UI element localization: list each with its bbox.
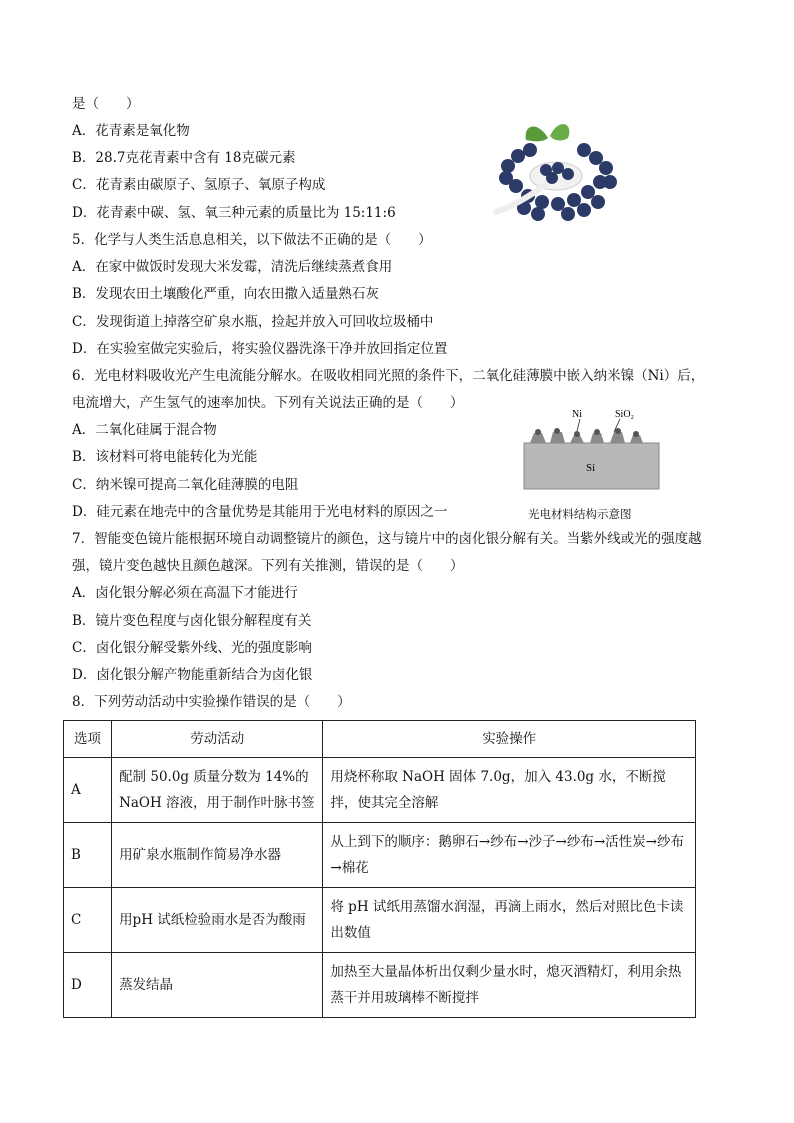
- row-activity: 蒸发结晶: [112, 953, 323, 1018]
- blueberry: [551, 197, 565, 211]
- ni-label: Ni: [572, 409, 582, 420]
- blueberry: [511, 149, 525, 163]
- row-option: B: [64, 823, 112, 888]
- blueberry: [589, 151, 603, 165]
- q7-stem-line1: 7．智能变色镜片能根据环境自动调整镜片的颜色，这与镜片中的卤化银分解有关。当紫外线或光的强度越: [72, 531, 702, 547]
- leaf-icon: [526, 127, 548, 142]
- row-activity: 配制 50.0g 质量分数为 14%的 NaOH 溶液，用于制作叶脉书签: [112, 758, 323, 823]
- blueberry: [599, 161, 613, 175]
- table-row: [64, 758, 696, 823]
- blueberry: [567, 193, 581, 207]
- ni-particles: [535, 428, 639, 437]
- blueberry: [562, 168, 574, 180]
- table-row: [64, 888, 696, 953]
- q7-option-a: A．卤化银分解必须在高温下才能进行: [72, 585, 298, 601]
- q6-option-c: C．纳米镍可提高二氧化硅薄膜的电阻: [72, 477, 299, 493]
- q6-option-b: B．该材料可将电能转化为光能: [72, 449, 258, 465]
- figure-caption: 光电材料结构示意图: [528, 507, 632, 521]
- row-activity: 用pH 试纸检验雨水是否为酸雨: [112, 888, 323, 953]
- q6-option-a: A．二氧化硅属于混合物: [72, 422, 217, 438]
- q5-option-c: C．发现街道上掉落空矿泉水瓶，捡起并放入可回收垃圾桶中: [72, 314, 434, 330]
- blueberry: [591, 195, 605, 209]
- leaf-icon-2: [550, 124, 569, 140]
- q5-stem: 5．化学与人类生活息息相关，以下做法不正确的是（ ）: [72, 232, 432, 248]
- header-activity: 劳动活动: [112, 721, 323, 758]
- q7-option-d: D．卤化银分解产物能重新结合为卤化银: [72, 667, 313, 683]
- blueberry: [581, 185, 595, 199]
- q6-option-d: D．硅元素在地壳中的含量优势是其能用于光电材料的原因之一: [72, 504, 448, 520]
- photoelectric-structure-diagram: [520, 405, 665, 497]
- blueberry: [535, 195, 549, 209]
- blueberry: [561, 207, 575, 221]
- blueberry: [531, 207, 545, 221]
- table-row: [64, 953, 696, 1018]
- blueberry-image: [488, 116, 618, 226]
- blueberry: [501, 159, 515, 173]
- sio2-film: [530, 432, 643, 443]
- blueberry: [552, 162, 564, 174]
- blueberry: [603, 175, 617, 189]
- q4-option-d: D．花青素中碳、氢、氧三种元素的质量比为 15:11:6: [72, 205, 396, 221]
- q7-option-b: B．镜片变色程度与卤化银分解程度有关: [72, 613, 312, 629]
- blueberry: [577, 203, 591, 217]
- q7-stem-line2: 强，镜片变色越快且颜色越深。下列有关推测，错误的是（ ）: [72, 558, 464, 574]
- blueberry: [523, 143, 537, 157]
- q4-option-a: A．花青素是氧化物: [72, 123, 190, 139]
- row-operation: 加热至大量晶体析出仅剩少量水时，熄灭酒精灯，利用余热蒸干并用玻璃棒不断搅拌: [323, 953, 696, 1018]
- q5-option-d: D．在实验室做完实验后，将实验仪器洗涤干净并放回指定位置: [72, 341, 448, 357]
- q6-stem-line2: 电流增大，产生氢气的速率加快。下列有关说法正确的是（ ）: [72, 395, 464, 411]
- q4-option-c: C．花青素由碳原子、氢原子、氧原子构成: [72, 177, 326, 193]
- blueberry: [499, 171, 513, 185]
- ni-pointer: [577, 419, 580, 431]
- row-operation: 用烧杯称取 NaOH 固体 7.0g，加入 43.0g 水，不断搅拌，使其完全溶解: [323, 758, 696, 823]
- q7-option-c: C．卤化银分解受紫外线、光的强度影响: [72, 640, 312, 656]
- header-operation: 实验操作: [323, 721, 696, 758]
- row-option: A: [64, 758, 112, 823]
- q8-stem: 8．下列劳动活动中实验操作错误的是（ ）: [72, 694, 351, 710]
- row-activity: 用矿泉水瓶制作简易净水器: [112, 823, 323, 888]
- experiment-table: [63, 720, 696, 1018]
- blueberry: [546, 172, 558, 184]
- row-option: C: [64, 888, 112, 953]
- q6-stem-line1: 6．光电材料吸收光产生电流能分解水。在吸收相同光照的条件下，二氧化硅薄膜中嵌入纳米镍（Ni）后，: [72, 368, 705, 384]
- row-option: D: [64, 953, 112, 1018]
- row-operation: 将 pH 试纸用蒸馏水润湿，再滴上雨水，然后对照比色卡读出数值: [323, 888, 696, 953]
- q5-option-a: A．在家中做饭时发现大米发霉，清洗后继续蒸煮食用: [72, 259, 393, 275]
- sio2-label: SiO₂: [615, 409, 635, 420]
- blueberry: [577, 143, 591, 157]
- question-stem-tail: 是（ ）: [72, 96, 140, 112]
- q4-option-b: B．28.7克花青素中含有 18克碳元素: [72, 150, 296, 166]
- table-row: [64, 823, 696, 888]
- si-label: Si: [586, 462, 596, 474]
- header-option: 选项: [64, 721, 112, 758]
- q5-option-b: B．发现农田土壤酸化严重，向农田撒入适量熟石灰: [72, 286, 379, 302]
- row-operation: 从上到下的顺序：鹅卵石→纱布→沙子→纱布→活性炭→纱布→棉花: [323, 823, 696, 888]
- table-header-row: [64, 721, 696, 758]
